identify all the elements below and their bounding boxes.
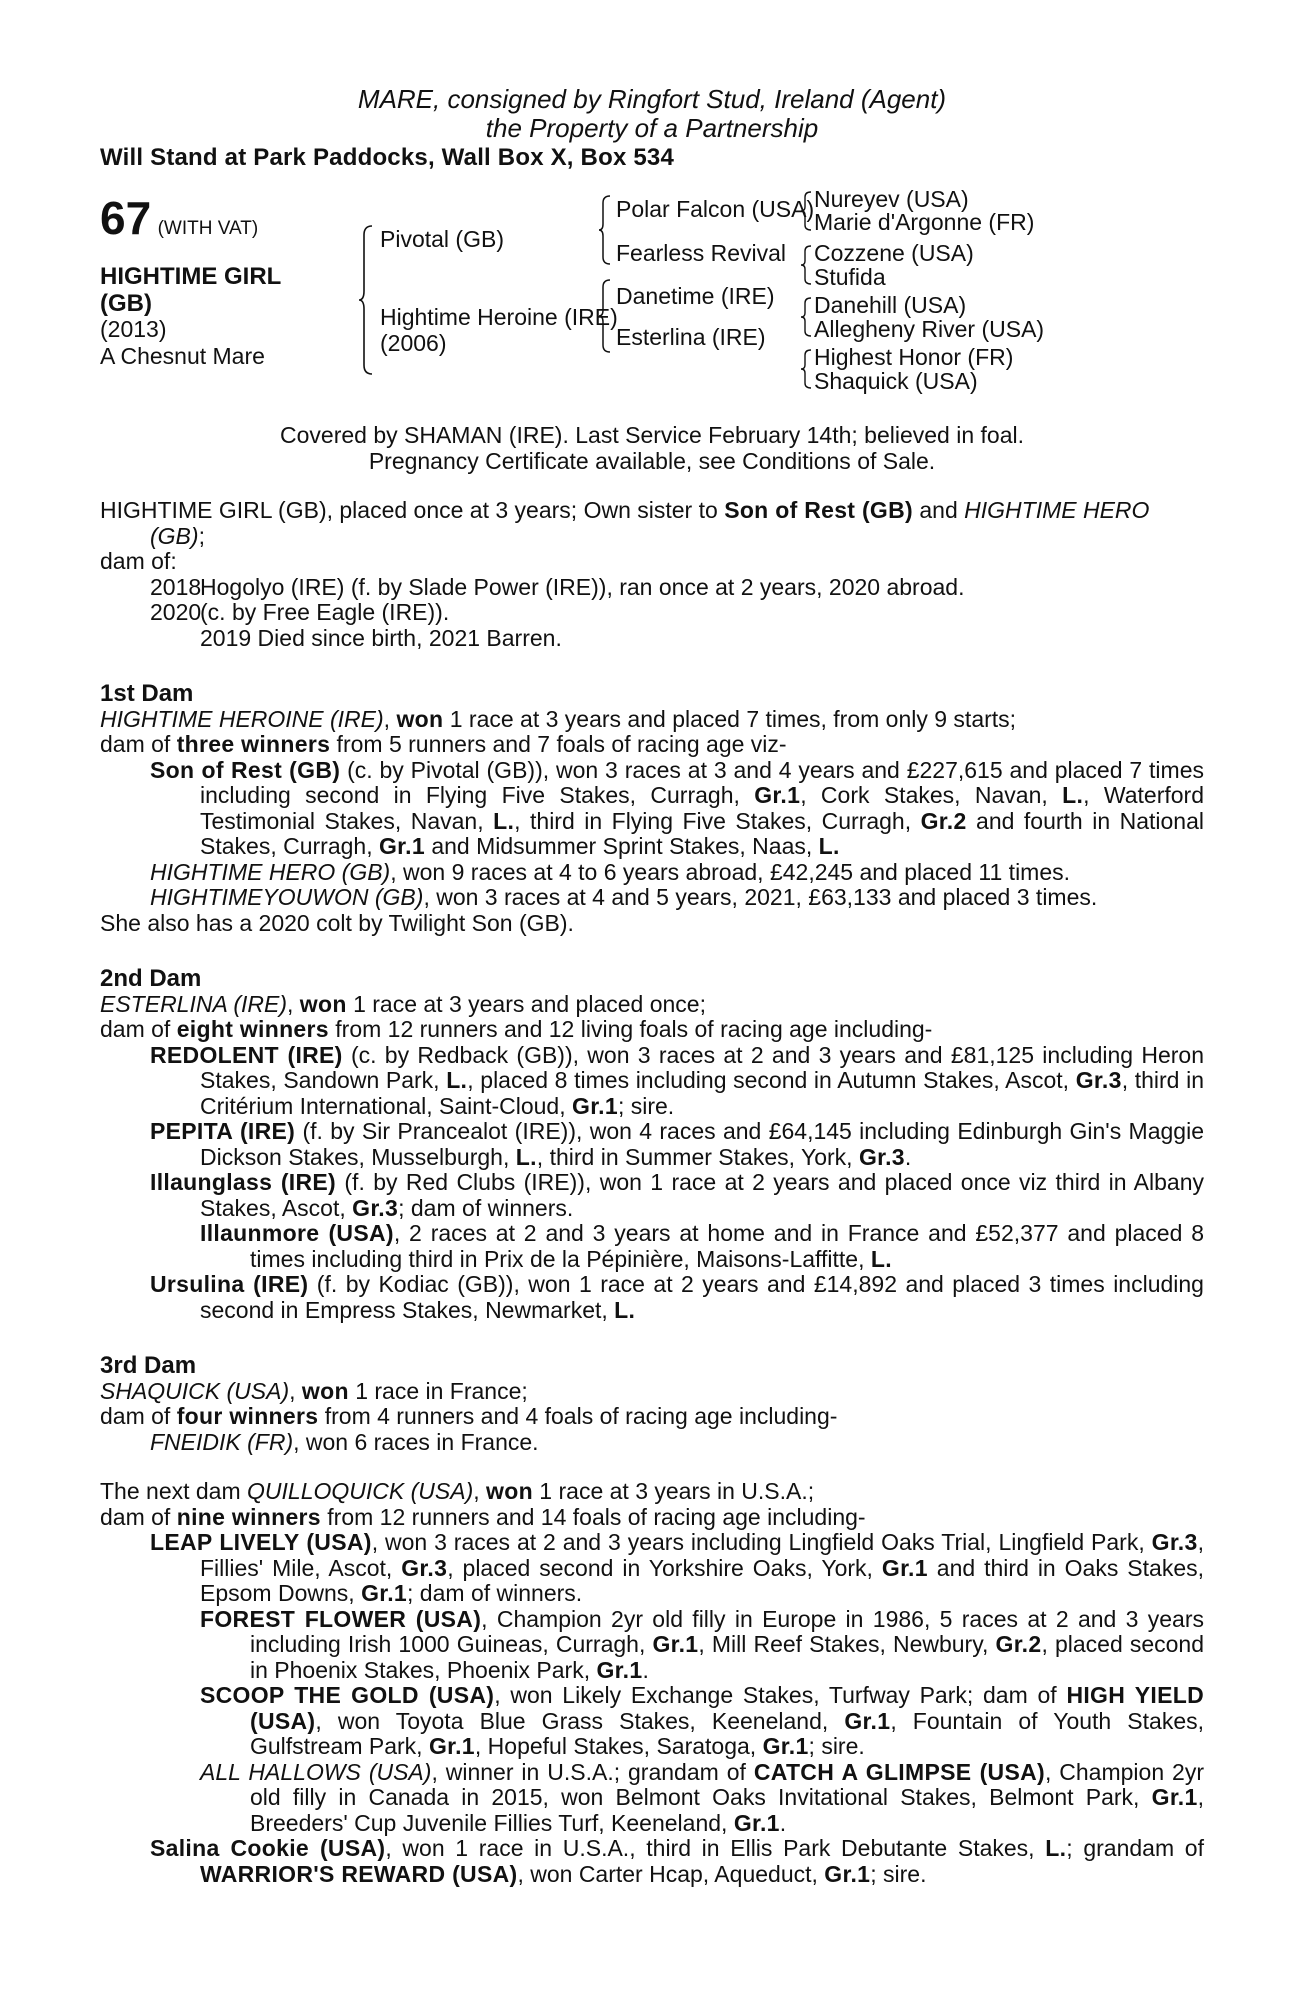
lot-number: 67 [100,192,152,244]
text-run: PEPITA (IRE) [150,1118,296,1144]
text-run: Gr.3 [401,1554,448,1581]
text-run: , Champion 2yr old filly in Canada in 2015, won Belmont Oaks Invitational Stakes, Belmont Park, [250,1758,1204,1810]
text-run: , Mill Reef Stakes, Newbury, [698,1631,996,1657]
text-run: , Hopeful Stakes, Saratoga, [474,1733,763,1759]
text-run: Gr.1 [428,1733,475,1759]
dam-produce-summary [100,1505,1204,1531]
dam-race-record [100,1379,1204,1405]
text-run: . [904,1143,912,1170]
text-run: Gr.1 [733,1809,780,1836]
progeny-entry [100,1430,1204,1456]
progeny-entry [100,758,1204,860]
dam-produce-summary [100,1017,1204,1043]
foal-year [100,626,200,652]
dam-produce-summary [100,1404,1204,1430]
text-run: L. [818,833,840,859]
text-run: L. [1045,1835,1067,1861]
text-run: nine winners [176,1503,321,1530]
g3-brace-3 [800,297,812,337]
third-dam-section [100,1353,1204,1455]
text-run: , won 6 races in France. [293,1428,539,1455]
progeny-entry [100,1170,1204,1221]
property-line: the Property of a Partnership [485,113,819,143]
second-dam-section [100,966,1204,1323]
text-run: Illaunmore (USA) [200,1220,394,1246]
text-run: HIGHTIME HERO (GB) [150,858,391,885]
section-title: 2nd Dam [100,965,202,992]
dam-sire: Danetime (IRE) [616,283,775,309]
text-run: 1 race at 3 years in U.S.A.; [532,1478,815,1504]
text-run: ; sire. [808,1733,865,1759]
text-run: , won 3 races at 4 and 5 years, 2021, £63,133 and placed 3 times. [423,884,1098,910]
dam-of-label: dam of: [100,548,177,574]
text-run: 1 race at 3 years and placed 7 times, from only 9 starts; [443,705,1017,732]
progeny-entry [100,1119,1204,1170]
g3-allegheny-river: Allegheny River (USA) [814,316,1045,342]
g3-stufida: Stufida [814,264,886,290]
text-run: from 12 runners and 14 foals of racing age including- [320,1503,866,1530]
foal-text: Hogolyo (IRE) (f. by Slade Power (IRE)), ran once at 2 years, 2020 abroad. [200,573,965,600]
text-run: , won Carter Hcap, Aqueduct, [517,1860,825,1887]
text-run: SCOOP THE GOLD (USA) [200,1682,495,1708]
foal-row [100,575,1204,601]
lot-header [100,85,1204,173]
dam-year: (2006) [380,330,447,356]
dam-race-record [100,1479,1204,1505]
text-run: Gr.1 [824,1860,871,1887]
text-run: ; sire. [617,1092,675,1119]
text-run: FNEIDIK (FR) [150,1428,294,1455]
text-run: Gr.3 [858,1143,905,1170]
progeny-entry [100,1836,1204,1887]
text-run: , [289,1377,302,1404]
pedigree-block [100,187,1204,417]
foaling-year: (2013) [100,316,167,342]
g3-shaquick: Shaquick (USA) [814,368,978,394]
text-run: (f. by Red Clubs (IRE)), won 1 race at 2 years and placed once viz third in Albany Stakes, Ascot, [200,1169,1204,1221]
text-run: , won Likely Exchange Stakes, Turfway Park; dam of [494,1682,1067,1708]
foal-text: 2019 Died since birth, 2021 Barren. [200,624,562,651]
text-run: Gr.3 [352,1194,399,1221]
text-run: eight winners [176,1016,329,1042]
text-run: dam of [100,1016,177,1042]
foal-year: 2018 [150,573,202,600]
covering-note [100,423,1204,474]
text-run: ; grandam of [1066,1835,1204,1861]
text-run: (c. by Redback (GB)), won 3 races at 2 and 3 years and £81,125 including Heron Stakes, Sandown Park, [200,1041,1205,1093]
text-run: 1 race in France; [348,1377,528,1404]
text-run: Gr.1 [1151,1784,1198,1810]
progeny-entry [100,1043,1204,1120]
text-run: dam of [100,1503,177,1530]
horse-name: HIGHTIME GIRL [100,263,282,290]
text-run: , [473,1478,487,1504]
text-run: , Cork Stakes, Navan, [800,782,1063,808]
text-run: (f. by Kodiac (GB)), won 1 race at 2 years and £14,892 and placed 3 times including second in Empress Stakes, Newmarket, [200,1271,1204,1323]
text-run: , won 1 race in U.S.A., third in Ellis Park Debutante Stakes, [385,1835,1046,1861]
g3-nureyev: Nureyev (USA) [814,186,969,212]
text-run: from 5 runners and 7 foals of racing age viz- [330,731,787,757]
text-run: L. [446,1067,468,1093]
text-run: Gr.2 [995,1631,1042,1657]
g3-highest-honor: Highest Honor (FR) [814,344,1014,370]
text-run: , [383,705,397,732]
text-run: Gr.3 [1151,1529,1198,1555]
text-run: won [299,990,347,1017]
horse-description: A Chesnut Mare [100,343,265,369]
text-run: Gr.1 [378,833,425,859]
text-run: , [287,990,300,1017]
catalogue-page [100,85,1204,1887]
g3-danehill: Danehill (USA) [814,292,967,318]
foal-row [100,626,1204,652]
dam-dam: Esterlina (IRE) [616,324,766,350]
text-run: L. [870,1245,892,1272]
foal-row [100,600,1204,626]
text-run: , Waterford Testimonial Stakes, Navan, [200,782,1205,834]
text-run: from 4 runners and 4 foals of racing age including- [318,1403,838,1429]
text-run: 1 race at 3 years and placed once; [346,990,706,1017]
covered-line: Covered by SHAMAN (IRE). Last Service February 14th; believed in foal. [280,422,1024,448]
text-run: HIGH YIELD (USA) [250,1682,1204,1734]
progeny-entry [100,885,1204,911]
text-run: ; sire. [870,1860,927,1887]
text-run: three winners [176,731,331,757]
g3-cozzene: Cozzene (USA) [814,240,974,266]
text-run: L. [1062,782,1084,808]
text-run: Gr.2 [920,807,967,834]
progeny-entry [100,860,1204,886]
sire-name: Pivotal (GB) [380,226,504,252]
text-run: , won 3 races at 2 and 3 years including Lingfield Oaks Trial, Lingfield Park, [371,1529,1152,1555]
g3-brace-2 [800,245,812,285]
progeny-entry [100,1272,1204,1323]
sire-sire: Polar Falcon (USA) [616,196,815,222]
progeny-entry [100,1530,1204,1607]
text-run: won [486,1478,533,1504]
sire-dam: Fearless Revival [616,240,786,266]
next-dam-section [100,1479,1204,1887]
text-run: WARRIOR'S REWARD (USA) [200,1860,518,1887]
text-run: Gr.3 [1075,1067,1122,1093]
text-run: Gr.1 [572,1092,618,1119]
first-dam-section [100,681,1204,936]
vat-label: (WITH VAT) [157,218,259,239]
text-run: , won Toyota Blue Grass Stakes, Keeneland, [315,1707,845,1734]
sire-parents-brace [598,195,612,265]
text-run: ; dam of winners. [407,1580,583,1606]
text-run: Gr.1 [754,782,801,808]
text-run: dam of [100,1403,177,1429]
text-run: , third in Flying Five Stakes, Curragh, [514,807,921,834]
g3-brace-4 [800,349,812,389]
text-run: CATCH A GLIMPSE (USA) [753,1758,1045,1785]
text-run: L. [614,1296,636,1323]
text-run: , won 9 races at 4 to 6 years abroad, £42,245 and placed 11 times. [390,858,1071,885]
text-run: , placed 8 times including second in Autumn Stakes, Ascot, [467,1067,1076,1093]
dam-produce-summary [100,732,1204,758]
text-run: Gr.1 [596,1656,643,1683]
progeny-entry [100,1683,1204,1760]
summary-text: ; [198,522,205,549]
text-run: Gr.1 [844,1707,891,1734]
consignor-line: MARE, consigned by Ringfort Stud, Ireland (Agent) [357,84,947,114]
text-run: , 2 races at 2 and 3 years at home and in France and £52,377 and placed 8 times including third in Prix de la Pépinière, Maisons-Laffitte, [250,1220,1204,1272]
text-run: , winner in U.S.A.; grandam of [431,1758,754,1785]
dam-name: Hightime Heroine (IRE) [380,304,618,330]
produce-record [100,498,1204,651]
text-run: , Champion 2yr old filly in Europe in 1986, 5 races at 2 and 3 years including Irish 1000 Guineas, Curragh, [250,1605,1204,1657]
progeny-entry [100,1607,1204,1684]
text-run: and third in Oaks Stakes, Epsom Downs, [200,1554,1204,1606]
sire-dam-brace [358,225,374,375]
text-run: FOREST FLOWER (USA) [200,1605,482,1632]
progeny-entry [100,1760,1204,1837]
text-run: , Breeders' Cup Juvenile Fillies Turf, Keeneland, [250,1784,1204,1836]
foal-text: (c. by Free Eagle (IRE)). [200,599,450,625]
text-run: , Fountain of Youth Stakes, Gulfstream Park, [250,1707,1205,1759]
text-run: Gr.1 [762,1733,809,1759]
text-run: , third in Critérium International, Saint-Cloud, [200,1067,1204,1119]
text-run: and Midsummer Sprint Stakes, Naas, [424,833,819,859]
text-run: The next dam [100,1478,248,1504]
text-run: HIGHTIME HEROINE (IRE) [100,705,384,732]
mare-summary [100,498,1204,549]
dam-parents-brace [598,279,612,353]
text-run: four winners [176,1403,319,1429]
text-run: . [779,1809,787,1836]
text-run: L. [515,1143,537,1170]
text-run: LEAP LIVELY (USA) [150,1529,372,1555]
text-run: Gr.1 [652,1631,699,1657]
text-run: and fourth in National Stakes, Curragh, [200,807,1204,859]
text-run: . [642,1656,649,1683]
lot-number-row [100,192,259,244]
summary-text: and [912,497,965,523]
text-run: won [301,1377,349,1404]
sibling-hightime-hero: HIGHTIME HERO (GB) [150,497,1150,549]
section-title: 3rd Dam [100,1352,197,1379]
summary-text: HIGHTIME GIRL (GB), placed once at 3 years; Own sister to [100,497,725,523]
text-run: L. [493,807,515,834]
text-run: Salina Cookie (USA) [150,1835,386,1861]
text-run: (c. by Pivotal (GB)), won 3 races at 3 and 4 years and £227,615 and placed 7 times including second in Flying Five Stakes, Curragh, [200,756,1204,808]
g3-brace-1 [800,191,812,231]
text-run: , placed second in Yorkshire Oaks, York, [447,1554,882,1581]
progeny-entry [100,1221,1204,1272]
text-run: HIGHTIMEYOUWON (GB) [150,884,424,910]
text-run: Ursulina (IRE) [150,1271,309,1297]
sibling-son-of-rest: Son of Rest (GB) [724,497,913,523]
text-run: ALL HALLOWS (USA) [200,1758,432,1785]
horse-suffix: (GB) [100,290,152,317]
text-run: SHAQUICK (USA) [100,1377,290,1404]
section-title: 1st Dam [100,680,194,707]
text-run: ESTERLINA (IRE) [100,990,288,1017]
text-run: dam of [100,731,177,757]
text-run: REDOLENT (IRE) [150,1041,343,1068]
text-run: Illaunglass (IRE) [150,1169,337,1195]
pregnancy-line: Pregnancy Certificate available, see Conditions of Sale. [368,447,936,474]
dam-race-record [100,707,1204,733]
text-run: (f. by Sir Prancealot (IRE)), won 4 races and £64,145 including Edinburgh Gin's Maggie Dickson Stakes, Musselburgh, [200,1118,1204,1170]
text-run: Gr.1 [881,1554,928,1581]
text-run: from 12 runners and 12 living foals of racing age including- [328,1016,933,1042]
text-run: Son of Rest (GB) [150,756,341,783]
dam-race-record [100,992,1204,1018]
text-run: , Fillies' Mile, Ascot, [200,1529,1204,1581]
foal-year: 2020 [150,599,202,625]
text-run: Gr.1 [361,1580,408,1606]
text-run: , third in Summer Stakes, York, [536,1143,859,1170]
also-note: She also has a 2020 colt by Twilight Son (GB). [100,909,574,936]
stand-location: Will Stand at Park Paddocks, Wall Box X, Box 534 [100,144,674,171]
g3-marie-dargonne: Marie d'Argonne (FR) [814,209,1035,235]
text-run: won [396,705,444,732]
text-run: ; dam of winners. [398,1194,574,1221]
text-run: QUILLOQUICK (USA) [247,1478,474,1504]
text-run: , placed second in Phoenix Stakes, Phoenix Park, [250,1631,1204,1683]
